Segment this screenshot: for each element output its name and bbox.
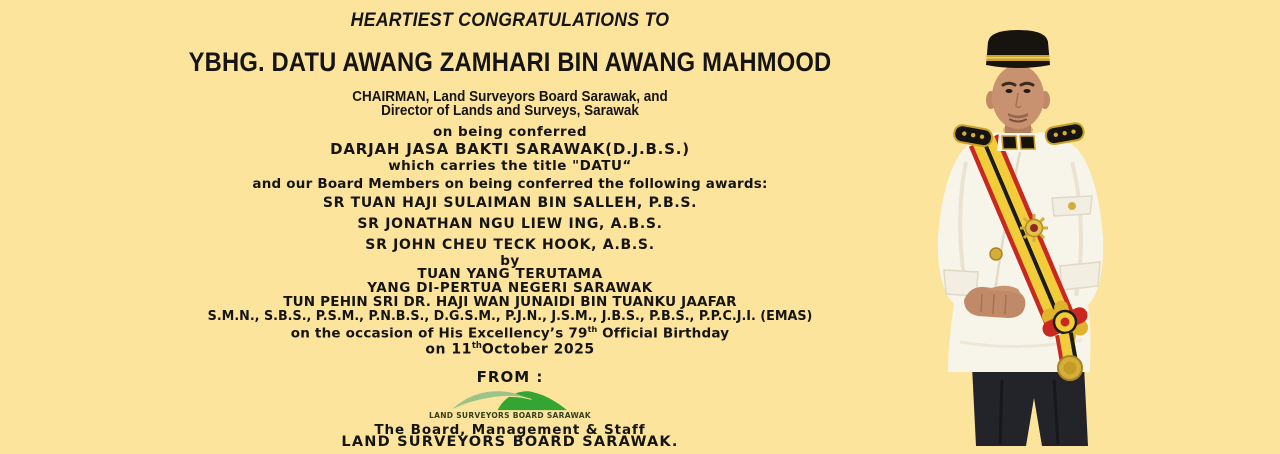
occasion-ordinal: th bbox=[587, 324, 598, 334]
honoree-portrait bbox=[920, 0, 1160, 450]
from-line2: LAND SURVEYORS BOARD SARAWAK. bbox=[341, 434, 679, 450]
date-ordinal: th bbox=[471, 340, 482, 350]
occasion-suffix: Official Birthday bbox=[597, 325, 730, 342]
by-label: by bbox=[500, 253, 520, 269]
board-member-2: SR JONATHAN NGU LIEW ING, A.B.S. bbox=[357, 216, 663, 232]
occasion-prefix: on the occasion of His Excellency’s 79 bbox=[290, 325, 588, 342]
board-member-1: SR TUAN HAJI SULAIMAN BIN SALLEH, P.B.S. bbox=[322, 195, 698, 211]
honoree-portrait-illustration bbox=[920, 0, 1160, 450]
occasion-line bbox=[0, 325, 1020, 341]
conferrer-line3: TUN PEHIN SRI DR. HAJI WAN JUNAIDI BIN TUANKU JAAFAR bbox=[283, 294, 737, 310]
board-awards-intro: and our Board Members on being conferred the following awards: bbox=[252, 176, 768, 192]
date-prefix: on 11 bbox=[425, 341, 472, 358]
from-line1: The Board, Management & Staff bbox=[374, 422, 646, 438]
lsbs-logo bbox=[448, 386, 572, 412]
honoree-name: YBHG. DATU AWANG ZAMHARI BIN AWANG MAHMOOD bbox=[188, 47, 832, 77]
from-label: FROM : bbox=[476, 368, 544, 386]
date-line bbox=[0, 341, 1020, 358]
logo-caption: LAND SURVEYORS BOARD SARAWAK bbox=[429, 411, 591, 420]
honoree-title-line2: Director of Lands and Surveys, Sarawak bbox=[381, 103, 639, 119]
logo-hills-icon bbox=[448, 386, 572, 412]
conferrer-line2: YANG DI-PERTUA NEGERI SARAWAK bbox=[367, 280, 653, 296]
conferred-intro: on being conferred bbox=[432, 124, 588, 140]
honoree-title-line1: CHAIRMAN, Land Surveyors Board Sarawak, and bbox=[352, 89, 668, 105]
banner-heading: HEARTIEST CONGRATULATIONS TO bbox=[350, 10, 670, 31]
award-name: DARJAH JASA BAKTI SARAWAK(D.J.B.S.) bbox=[330, 140, 690, 158]
conferrer-line1: TUAN YANG TERUTAMA bbox=[417, 266, 603, 282]
award-title-note: which carries the title "DATU“ bbox=[388, 158, 632, 174]
conferrer-honors: S.M.N., S.B.S., P.S.M., P.N.B.S., D.G.S.M., P.J.N., J.S.M., J.B.S., P.B.S., P.P.C.J.I. (EMAS) bbox=[207, 309, 813, 324]
board-member-3: SR JOHN CHEU TECK HOOK, A.B.S. bbox=[365, 237, 655, 253]
date-suffix: October 2025 bbox=[481, 341, 595, 358]
